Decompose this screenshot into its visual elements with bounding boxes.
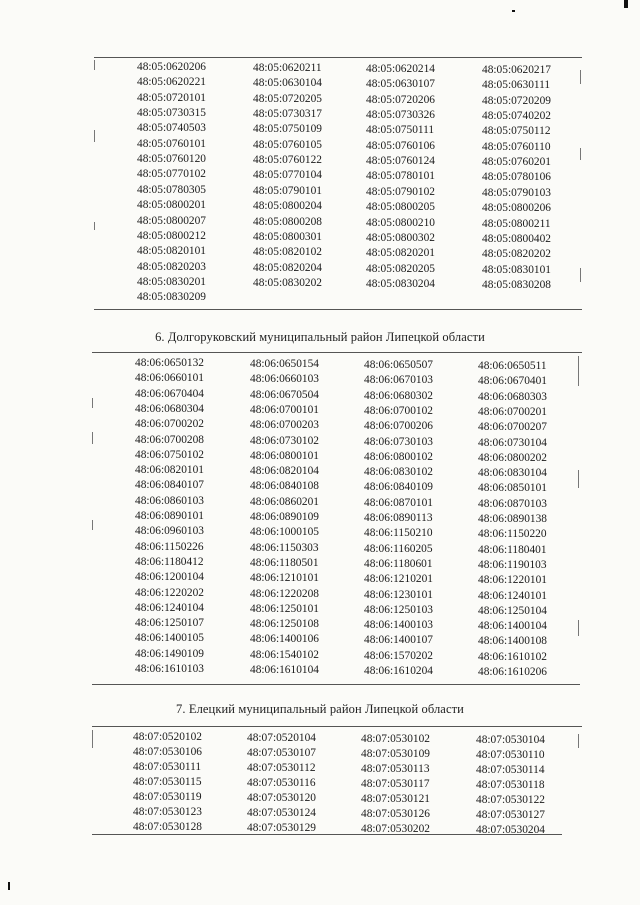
cadastral-number-cell: 48:06:0700101 [250, 403, 319, 416]
cadastral-number-cell: 48:06:1250101 [250, 602, 319, 615]
cadastral-number-cell: 48:05:0820201 [366, 247, 435, 260]
cadastral-number-cell: 48:05:0760110 [482, 140, 551, 153]
cadastral-number-cell: 48:07:0530202 [361, 823, 430, 835]
cadastral-number-cell: 48:06:0650511 [478, 360, 547, 372]
cadastral-number-cell: 48:06:1400107 [364, 634, 433, 647]
cadastral-number-cell: 48:06:0800101 [250, 449, 319, 462]
cadastral-number-cell: 48:05:0800212 [137, 229, 206, 242]
cadastral-number-cell: 48:05:0830101 [482, 263, 551, 276]
cadastral-number-cell: 48:06:1150303 [250, 541, 319, 554]
cadastral-number-cell: 48:06:1210101 [250, 572, 319, 585]
cadastral-number-cell: 48:05:0800402 [482, 232, 551, 245]
cadastral-number-cell: 48:05:0720101 [137, 91, 206, 104]
cadastral-number-cell: 48:06:0800102 [364, 450, 433, 463]
cadastral-number-cell: 48:05:0780101 [366, 170, 435, 183]
cadastral-number-cell: 48:06:0700208 [135, 433, 204, 446]
cadastral-number-cell: 48:06:0840109 [364, 481, 433, 494]
cadastral-number-cell: 48:06:1180501 [250, 556, 319, 569]
cadastral-number-cell: 48:05:0760122 [253, 154, 322, 167]
cadastral-number-cell: 48:06:0700102 [364, 404, 433, 417]
section-title-6: 6. Долгоруковский муниципальный район Липецкой области [155, 330, 485, 344]
cadastral-number-cell: 48:06:0830104 [478, 467, 547, 480]
cadastral-number-cell: 48:06:0650507 [364, 359, 433, 371]
cadastral-number-cell: 48:06:1490109 [135, 647, 204, 660]
cadastral-number-cell: 48:05:0760120 [137, 153, 206, 166]
cadastral-number-cell: 48:05:0830202 [253, 276, 322, 289]
cadastral-number-cell: 48:05:0730317 [253, 108, 322, 121]
cadastral-number-cell: 48:06:1160205 [364, 542, 433, 555]
table-top-rule [94, 57, 582, 58]
cadastral-number-cell: 48:05:0630107 [366, 78, 435, 91]
cadastral-number-cell: 48:05:0730326 [366, 109, 435, 122]
cadastral-number-cell: 48:07:0530122 [476, 794, 545, 806]
cadastral-number-cell: 48:06:1180412 [135, 555, 204, 568]
table-edge-mark [578, 470, 579, 488]
cadastral-number-cell: 48:06:1250108 [250, 618, 319, 631]
cadastral-number-cell: 48:06:1150226 [135, 540, 204, 553]
cadastral-number-cell: 48:06:0700203 [250, 419, 319, 432]
cadastral-number-cell: 48:06:1000105 [250, 526, 319, 539]
cadastral-number-cell: 48:06:1250104 [478, 604, 547, 617]
cadastral-number-cell: 48:07:0530204 [476, 824, 545, 836]
table-edge-mark [94, 130, 95, 142]
cadastral-number-cell: 48:07:0530129 [247, 822, 316, 834]
cadastral-number-cell: 48:05:0820101 [137, 245, 206, 258]
cadastral-number-cell: 48:07:0530113 [361, 763, 430, 775]
cadastral-number-cell: 48:05:0820202 [482, 248, 551, 261]
cadastral-number-cell: 48:06:1540102 [250, 648, 319, 661]
cadastral-number-cell: 48:05:0830201 [137, 275, 206, 288]
cadastral-number-cell: 48:06:0730102 [250, 434, 319, 447]
cadastral-number-cell: 48:06:0830102 [364, 466, 433, 479]
table-edge-mark [94, 60, 95, 70]
cadastral-number-cell: 48:06:1190103 [478, 558, 547, 571]
table-edge-mark [92, 730, 93, 748]
cadastral-number-cell: 48:05:0790102 [366, 185, 435, 198]
cadastral-number-cell: 48:06:0700206 [364, 420, 433, 433]
cadastral-number-cell: 48:05:0790103 [482, 186, 551, 199]
cadastral-number-cell: 48:06:0660101 [135, 372, 204, 385]
cadastral-number-cell: 48:06:0680304 [135, 402, 204, 415]
cadastral-number-cell: 48:06:0670103 [364, 374, 433, 387]
cadastral-number-cell: 48:06:0840107 [135, 479, 204, 492]
cadastral-number-cell: 48:05:0830209 [137, 291, 206, 304]
cadastral-number-cell: 48:07:0530117 [361, 778, 430, 790]
cadastral-number-cell: 48:06:0890138 [478, 513, 547, 525]
cadastral-number-cell: 48:05:0830204 [366, 277, 435, 290]
cadastral-number-cell: 48:05:0620214 [366, 63, 435, 75]
table-edge-mark [92, 398, 93, 408]
cadastral-number-cell: 48:07:0530110 [476, 749, 545, 761]
cadastral-number-cell: 48:06:1220208 [250, 587, 319, 600]
table-edge-mark [92, 432, 93, 444]
cadastral-number-cell: 48:06:1230101 [364, 588, 433, 601]
cadastral-number-cell: 48:06:0650154 [250, 358, 319, 370]
cadastral-number-cell: 48:05:0760124 [366, 155, 435, 168]
table-edge-mark [92, 520, 93, 530]
cadastral-number-cell: 48:06:0700201 [478, 405, 547, 418]
cadastral-number-cell: 48:05:0770104 [253, 169, 322, 182]
table-edge-mark [578, 734, 579, 748]
cadastral-number-cell: 48:05:0720209 [482, 94, 551, 107]
cadastral-number-cell: 48:06:0870103 [478, 497, 547, 510]
cadastral-number-cell: 48:06:1200104 [135, 571, 204, 584]
cadastral-number-cell: 48:06:0850101 [478, 482, 547, 495]
cadastral-number-cell: 48:06:1400105 [135, 632, 204, 645]
cadastral-number-cell: 48:06:1220101 [478, 574, 547, 587]
cadastral-number-cell: 48:05:0800210 [366, 216, 435, 229]
cadastral-number-cell: 48:06:1220202 [135, 586, 204, 599]
cadastral-number-cell: 48:06:1400103 [364, 619, 433, 632]
cadastral-number-cell: 48:05:0800204 [253, 200, 322, 213]
cadastral-number-cell: 48:06:1210201 [364, 573, 433, 586]
table-bottom-rule [92, 834, 562, 835]
table-bottom-rule [92, 684, 580, 685]
cadastral-number-cell: 48:06:0890109 [250, 511, 319, 523]
cadastral-number-cell: 48:05:0820205 [366, 262, 435, 275]
scan-speck [624, 0, 628, 8]
cadastral-number-cell: 48:06:1400104 [478, 620, 547, 633]
cadastral-number-cell: 48:06:1570202 [364, 649, 433, 662]
cadastral-number-cell: 48:05:0800205 [366, 201, 435, 214]
cadastral-number-cell: 48:05:0820203 [137, 260, 206, 273]
cadastral-number-cell: 48:07:0530107 [247, 747, 316, 759]
cadastral-number-cell: 48:06:1400106 [250, 633, 319, 646]
cadastral-number-cell: 48:05:0820204 [253, 261, 322, 274]
cadastral-number-cell: 48:05:0620211 [253, 62, 322, 74]
cadastral-number-cell: 48:05:0740503 [137, 122, 206, 135]
cadastral-number-cell: 48:05:0760201 [482, 156, 551, 169]
cadastral-number-cell: 48:06:1400108 [478, 635, 547, 648]
cadastral-number-cell: 48:07:0530127 [476, 809, 545, 821]
cadastral-number-cell: 48:07:0530126 [361, 808, 430, 820]
cadastral-number-cell: 48:05:0620206 [137, 61, 206, 73]
cadastral-number-cell: 48:05:0720205 [253, 92, 322, 105]
cadastral-number-cell: 48:06:0960103 [135, 525, 204, 538]
table-edge-mark [578, 356, 579, 386]
cadastral-number-cell: 48:07:0530124 [247, 807, 316, 819]
cadastral-number-cell: 48:07:0530120 [247, 792, 316, 804]
cadastral-number-cell: 48:07:0530106 [133, 746, 202, 758]
table-edge-mark [578, 620, 579, 636]
cadastral-number-cell: 48:05:0620221 [137, 76, 206, 89]
cadastral-number-cell: 48:05:0800211 [482, 217, 551, 230]
cadastral-number-cell: 48:07:0530102 [361, 733, 430, 745]
cadastral-number-cell: 48:07:0530119 [133, 791, 202, 803]
cadastral-number-cell: 48:05:0760106 [366, 139, 435, 152]
cadastral-number-cell: 48:07:0520104 [247, 732, 316, 744]
cadastral-number-cell: 48:06:0860201 [250, 495, 319, 508]
cadastral-number-cell: 48:06:0820101 [135, 464, 204, 477]
cadastral-number-cell: 48:07:0530116 [247, 777, 316, 789]
cadastral-number-cell: 48:05:0750111 [366, 124, 435, 137]
cadastral-number-cell: 48:05:0800207 [137, 214, 206, 227]
cadastral-number-cell: 48:05:0780106 [482, 171, 551, 184]
cadastral-number-cell: 48:06:1180401 [478, 543, 547, 556]
cadastral-number-cell: 48:06:0680302 [364, 389, 433, 402]
cadastral-number-cell: 48:05:0770102 [137, 168, 206, 181]
cadastral-number-cell: 48:06:1150210 [364, 527, 433, 540]
cadastral-number-cell: 48:05:0630111 [482, 79, 551, 92]
cadastral-number-cell: 48:07:0530123 [133, 806, 202, 818]
table-edge-mark [580, 70, 581, 84]
cadastral-number-cell: 48:05:0620217 [482, 64, 551, 76]
cadastral-number-cell: 48:07:0530114 [476, 764, 545, 776]
cadastral-number-cell: 48:06:0670504 [250, 388, 319, 401]
cadastral-number-cell: 48:07:0530121 [361, 793, 430, 805]
cadastral-number-cell: 48:05:0800301 [253, 230, 322, 243]
table-edge-mark [94, 222, 95, 230]
scan-speck [512, 10, 515, 12]
cadastral-number-cell: 48:05:0750112 [482, 125, 551, 138]
cadastral-number-cell: 48:05:0760105 [253, 138, 322, 151]
cadastral-number-cell: 48:05:0830208 [482, 278, 551, 291]
cadastral-number-cell: 48:06:1610104 [250, 664, 319, 676]
cadastral-number-cell: 48:05:0800201 [137, 199, 206, 212]
cadastral-number-cell: 48:06:1610103 [135, 663, 204, 675]
cadastral-number-cell: 48:06:1610204 [364, 665, 433, 677]
cadastral-number-cell: 48:05:0800302 [366, 231, 435, 244]
cadastral-number-cell: 48:05:0820102 [253, 246, 322, 259]
cadastral-number-cell: 48:05:0750109 [253, 123, 322, 136]
cadastral-number-cell: 48:06:0700202 [135, 418, 204, 431]
cadastral-number-cell: 48:06:0860103 [135, 494, 204, 507]
cadastral-number-cell: 48:06:0670401 [478, 375, 547, 388]
cadastral-number-cell: 48:06:1180601 [364, 557, 433, 570]
cadastral-number-cell: 48:06:0670404 [135, 387, 204, 400]
cadastral-number-cell: 48:07:0530118 [476, 779, 545, 791]
cadastral-number-cell: 48:07:0530115 [133, 776, 202, 788]
cadastral-number-cell: 48:07:0520102 [133, 731, 202, 743]
scan-speck [8, 882, 10, 890]
cadastral-number-cell: 48:05:0630104 [253, 77, 322, 90]
cadastral-number-cell: 48:05:0720206 [366, 93, 435, 106]
cadastral-number-cell: 48:05:0780305 [137, 183, 206, 196]
cadastral-number-cell: 48:06:0730103 [364, 435, 433, 448]
cadastral-number-cell: 48:06:0650132 [135, 357, 204, 369]
table-top-rule [92, 352, 582, 353]
section-title-7: 7. Елецкий муниципальный район Липецкой области [176, 702, 464, 716]
table-top-rule [92, 726, 582, 727]
cadastral-number-cell: 48:05:0800208 [253, 215, 322, 228]
cadastral-number-cell: 48:07:0530111 [133, 761, 202, 773]
cadastral-number-cell: 48:07:0530109 [361, 748, 430, 760]
cadastral-number-cell: 48:06:0750102 [135, 448, 204, 461]
cadastral-number-cell: 48:06:0890113 [364, 512, 433, 524]
table-bottom-rule [94, 309, 582, 310]
cadastral-number-cell: 48:06:1610102 [478, 650, 547, 663]
cadastral-number-cell: 48:06:0680303 [478, 390, 547, 403]
cadastral-number-cell: 48:06:0890101 [135, 510, 204, 522]
cadastral-number-cell: 48:06:1240104 [135, 601, 204, 614]
cadastral-number-cell: 48:06:0660103 [250, 373, 319, 386]
cadastral-number-cell: 48:06:0820104 [250, 465, 319, 478]
cadastral-number-cell: 48:06:1240101 [478, 589, 547, 602]
cadastral-number-cell: 48:07:0530112 [247, 762, 316, 774]
cadastral-number-cell: 48:06:1250103 [364, 603, 433, 616]
table-edge-mark [580, 268, 581, 282]
cadastral-number-cell: 48:06:0800202 [478, 451, 547, 464]
cadastral-number-cell: 48:06:0840108 [250, 480, 319, 493]
cadastral-number-cell: 48:05:0800206 [482, 202, 551, 215]
cadastral-number-cell: 48:05:0740202 [482, 110, 551, 123]
cadastral-number-cell: 48:07:0530128 [133, 821, 202, 833]
cadastral-number-cell: 48:06:0700207 [478, 421, 547, 434]
cadastral-number-cell: 48:06:0870101 [364, 496, 433, 509]
cadastral-number-cell: 48:07:0530104 [476, 734, 545, 746]
cadastral-number-cell: 48:05:0790101 [253, 184, 322, 197]
cadastral-number-cell: 48:06:1250107 [135, 617, 204, 630]
cadastral-number-cell: 48:05:0730315 [137, 107, 206, 120]
table-edge-mark [580, 148, 581, 160]
cadastral-number-cell: 48:06:0730104 [478, 436, 547, 449]
cadastral-number-cell: 48:06:1150220 [478, 528, 547, 541]
cadastral-number-cell: 48:05:0760101 [137, 137, 206, 150]
cadastral-number-cell: 48:06:1610206 [478, 666, 547, 678]
